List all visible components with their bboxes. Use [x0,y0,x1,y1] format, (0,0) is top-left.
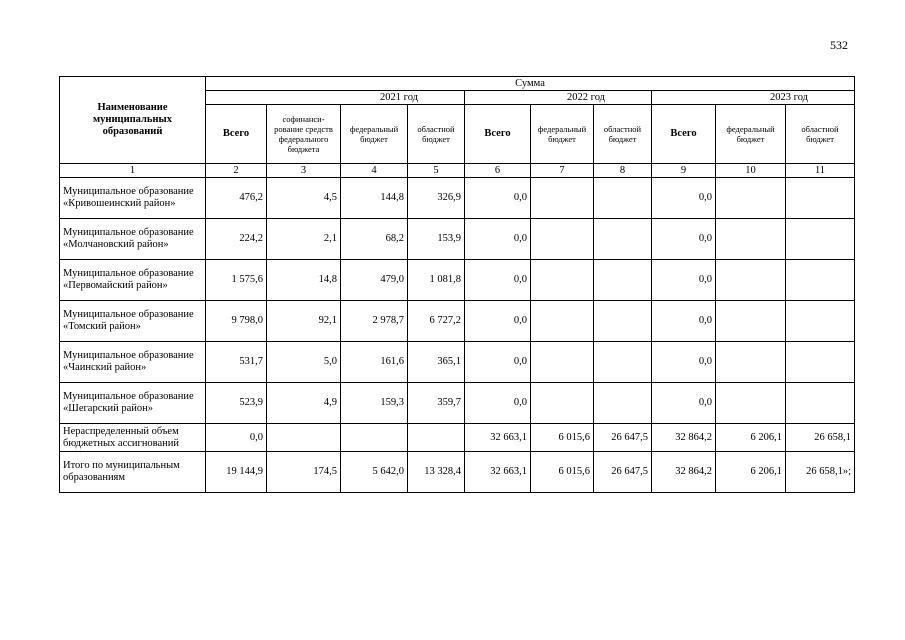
cell-value: 2 978,7 [341,301,408,342]
total-value: 32 663,1 [465,452,531,493]
cell-value: 0,0 [465,383,531,424]
row-name: Муниципальное образование «Томский район» [60,301,206,342]
col-number: 1 [60,164,206,178]
table-body [60,178,855,493]
table-row [60,301,855,342]
cell-value [594,219,652,260]
cell-value [716,219,786,260]
col-2022-federal: федеральный бюджет [531,105,594,164]
col-number: 3 [267,164,341,178]
cell-value [786,219,855,260]
cell-value: 14,8 [267,260,341,301]
col-number: 4 [341,164,408,178]
cell-value [531,301,594,342]
cell-value: 32 663,1 [465,424,531,452]
cell-value: 4,9 [267,383,341,424]
cell-value: 0,0 [652,342,716,383]
col-number: 5 [408,164,465,178]
cell-value: 0,0 [652,260,716,301]
row-name: Муниципальное образование «Молчановский район» [60,219,206,260]
cell-value: 5,0 [267,342,341,383]
cell-value: 523,9 [206,383,267,424]
cell-value: 1 575,6 [206,260,267,301]
cell-value [716,260,786,301]
cell-value [786,178,855,219]
cell-value: 26 647,5 [594,424,652,452]
cell-value: 0,0 [465,260,531,301]
cell-value: 153,9 [408,219,465,260]
cell-value: 6 015,6 [531,424,594,452]
cell-value: 92,1 [267,301,341,342]
cell-value: 68,2 [341,219,408,260]
cell-value: 0,0 [206,424,267,452]
budget-table [59,76,855,493]
cell-value: 0,0 [465,178,531,219]
cell-value: 4,5 [267,178,341,219]
cell-value: 0,0 [652,219,716,260]
cell-value: 144,8 [341,178,408,219]
cell-value: 359,7 [408,383,465,424]
cell-value [594,178,652,219]
cell-value [786,342,855,383]
total-value: 5 642,0 [341,452,408,493]
cell-value: 476,2 [206,178,267,219]
row-name: Муниципальное образование «Первомайский район» [60,260,206,301]
cell-value [594,260,652,301]
col-number: 11 [786,164,855,178]
cell-value [531,178,594,219]
cell-value [267,424,341,452]
col-2021-federal: федеральный бюджет [341,105,408,164]
cell-value [594,383,652,424]
table-row [60,260,855,301]
col-2023-total: Всего [652,105,716,164]
cell-value [531,383,594,424]
total-value: 13 328,4 [408,452,465,493]
total-label: Итого по муниципальным образованиям [60,452,206,493]
cell-value [531,219,594,260]
total-value: 6 015,6 [531,452,594,493]
table-row [60,178,855,219]
col-number: 8 [594,164,652,178]
cell-value [531,260,594,301]
cell-value: 0,0 [652,301,716,342]
cell-value: 479,0 [341,260,408,301]
cell-value [786,383,855,424]
cell-value [786,260,855,301]
total-row [60,452,855,493]
total-value: 6 206,1 [716,452,786,493]
col-2023-regional: областной бюджет [786,105,855,164]
col-2022-regional: областной бюджет [594,105,652,164]
row-name: Нераспределенный объем бюджетных ассигнований [60,424,206,452]
total-value: 174,5 [267,452,341,493]
cell-value [408,424,465,452]
col-number: 10 [716,164,786,178]
table-row [60,424,855,452]
total-value: 19 144,9 [206,452,267,493]
name-column-header: Наименование муниципальных образований [60,77,206,164]
cell-value: 0,0 [465,342,531,383]
cell-value: 0,0 [652,383,716,424]
cell-value: 159,3 [341,383,408,424]
cell-value: 6 206,1 [716,424,786,452]
cell-value: 26 658,1 [786,424,855,452]
cell-value [716,301,786,342]
cell-value: 326,9 [408,178,465,219]
cell-value: 0,0 [465,219,531,260]
cell-value: 365,1 [408,342,465,383]
cell-value: 32 864,2 [652,424,716,452]
year-2022-header: 2022 год [465,91,652,105]
table-row [60,219,855,260]
cell-value [531,342,594,383]
cell-value: 161,6 [341,342,408,383]
year-2023-header: 2023 год [652,91,855,105]
cell-value: 531,7 [206,342,267,383]
cell-value [716,342,786,383]
row-name: Муниципальное образование «Шегарский район» [60,383,206,424]
table-row [60,383,855,424]
total-value: 32 864,2 [652,452,716,493]
cell-value [594,342,652,383]
col-2023-federal: федеральный бюджет [716,105,786,164]
cell-value: 6 727,2 [408,301,465,342]
col-2021-cofin: софинанси-рование средств федерального бюджета [267,105,341,164]
total-value: 26 658,1»; [786,452,855,493]
cell-value [341,424,408,452]
cell-value: 0,0 [465,301,531,342]
row-name: Муниципальное образование «Кривошеинский район» [60,178,206,219]
col-2021-regional: областной бюджет [408,105,465,164]
cell-value [594,301,652,342]
sum-header: Сумма [206,77,855,91]
cell-value [716,383,786,424]
col-2022-total: Всего [465,105,531,164]
cell-value: 0,0 [652,178,716,219]
col-number: 7 [531,164,594,178]
table-row [60,342,855,383]
cell-value: 9 798,0 [206,301,267,342]
cell-value: 2,1 [267,219,341,260]
col-number: 6 [465,164,531,178]
col-number: 2 [206,164,267,178]
total-value: 26 647,5 [594,452,652,493]
cell-value: 1 081,8 [408,260,465,301]
col-2021-total: Всего [206,105,267,164]
cell-value [786,301,855,342]
cell-value: 224,2 [206,219,267,260]
year-2021-header: 2021 год [206,91,465,105]
row-name: Муниципальное образование «Чаинский район» [60,342,206,383]
col-number: 9 [652,164,716,178]
page-number: 532 [830,38,848,52]
cell-value [716,178,786,219]
